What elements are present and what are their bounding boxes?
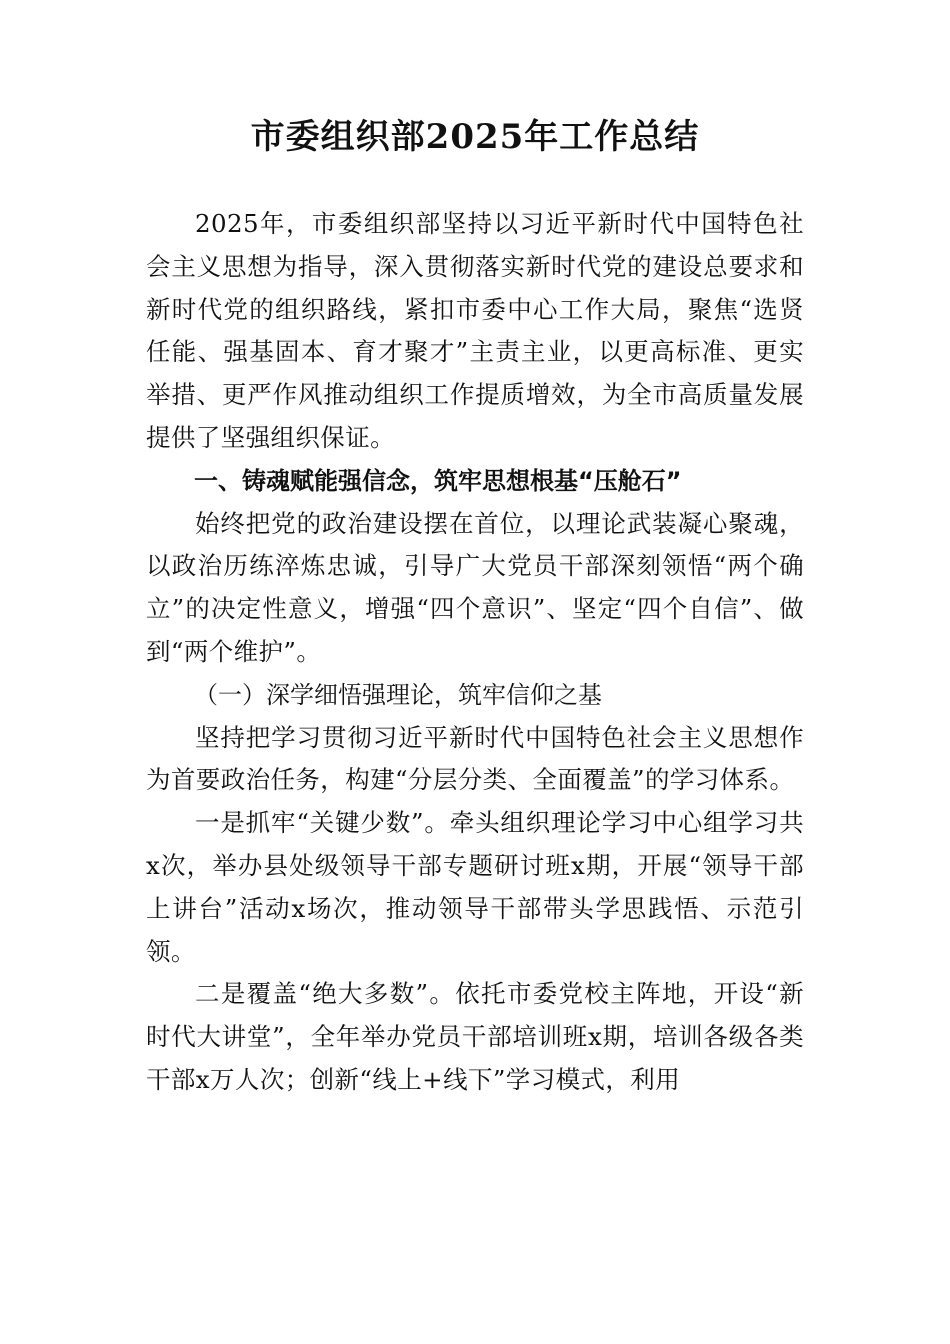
section-heading-1: 一、铸魂赋能强信念，筑牢思想根基“压舱石” (194, 466, 682, 495)
subsection-1-paragraph: 坚持把学习贯彻习近平新时代中国特色社会主义思想作为首要政治任务，构建“分层分类、全面覆盖”的学习体系。 (146, 722, 804, 795)
document-body (146, 108, 804, 1102)
subsection-heading-1: （一）深学细悟强理论，筑牢信仰之基 (194, 680, 602, 709)
section-1-paragraph: 始终把党的政治建设摆在首位，以理论武装凝心聚魂，以政治历练淬炼忠诚，引导广大党员干部深刻领悟“两个确立”的决定性意义，增强“四个意识”、坚定“四个自信”、做到“两个维护”。 (146, 508, 804, 666)
point-2-paragraph: 二是覆盖“绝大多数”。依托市委党校主阵地，开设“新时代大讲堂”，全年举办党员干部培训班x期，培训各级各类干部x万人次；创新“线上+线下”学习模式，利用 (146, 979, 804, 1094)
point-1-paragraph: 一是抓牢“关键少数”。牵头组织理论学习中心组学习共x次，举办县处级领导干部专题研讨班x期，开展“领导干部上讲台”活动x场次，推动领导干部带头学思践悟、示范引领。 (146, 808, 804, 966)
document-title: 市委组织部2025年工作总结 (250, 117, 700, 157)
intro-paragraph: 2025年，市委组织部坚持以习近平新时代中国特色社会主义思想为指导，深入贯彻落实新时代党的建设总要求和新时代党的组织路线，紧扣市委中心工作大局，聚焦“选贤任能、强基固本、育才聚才”主责主业，以更高标准、更实举措、更严作风推动组织工作提质增效，为全市高质量发展提供了坚强组织保证。 (146, 209, 804, 452)
